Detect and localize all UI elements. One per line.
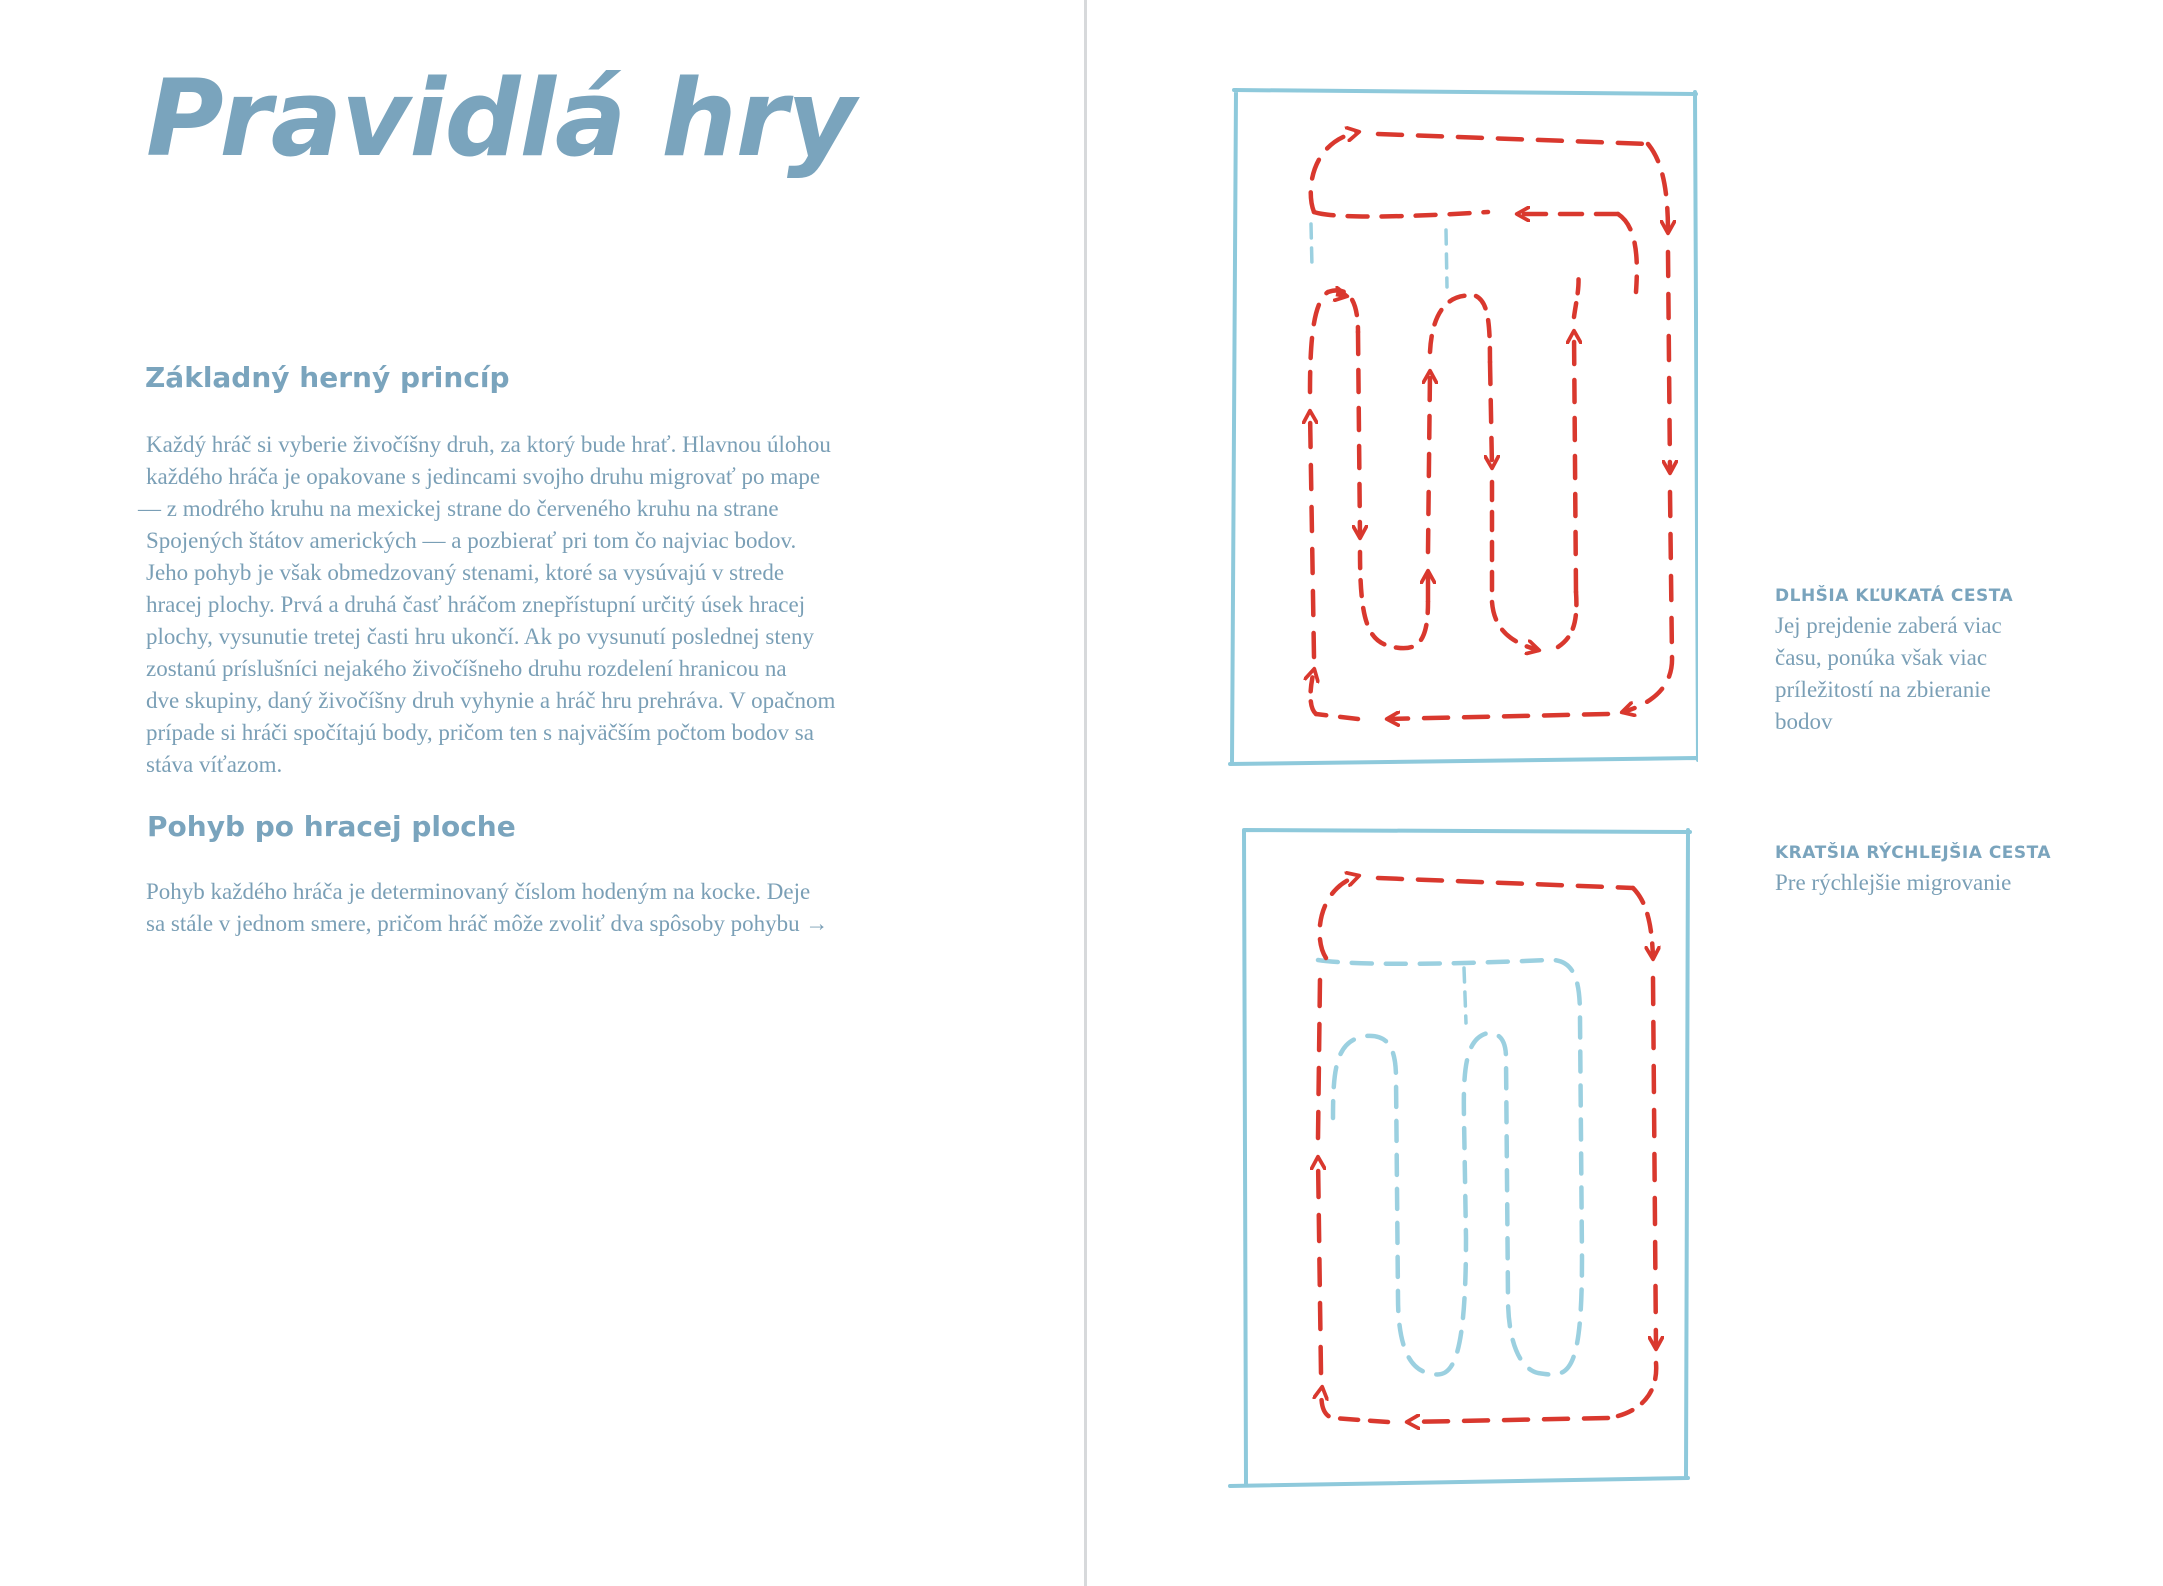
path-segment-red	[1648, 144, 1668, 232]
wall-segment	[1311, 224, 1312, 267]
path-segment-red	[1314, 212, 1488, 217]
path-segment-red	[1476, 296, 1490, 362]
text-line: plochy, vysunutie tretej časti hru ukončí. Ak po vysunutí poslednej steny	[146, 624, 814, 649]
long-path-diagram	[1218, 82, 1698, 772]
caption-long-path	[1775, 586, 2075, 738]
caption-title: DLHŠIA KĽUKATÁ CESTA	[1775, 586, 2014, 606]
path-segment-red	[1618, 1363, 1656, 1416]
path-segment-red	[1310, 412, 1314, 657]
page-title: Pravidlá hry	[146, 57, 856, 180]
section-text-principle	[138, 429, 936, 781]
text-line: zostanú príslušníci nejakého živočíšneho druhu rozdelení hranicou na	[146, 656, 787, 681]
path-segment-red	[1378, 878, 1633, 888]
text-line: hracej plochy. Prvá a druhá časť hráčom znepřístupní určitý úsek hracej	[146, 592, 806, 617]
text-line: Spojených štátov amerických — a pozbierať pri tom čo najviac bodov.	[146, 528, 797, 553]
path-segment-red	[1378, 134, 1648, 144]
path-segment-red	[1310, 292, 1328, 392]
text-line: príležitostí na zbieranie	[1775, 677, 1991, 702]
text-line: sa stále v jednom smere, pričom hráč môže zvoliť dva spôsoby pohybu →	[146, 911, 829, 936]
wall-segment	[1464, 968, 1466, 1023]
caption-short-path	[1775, 843, 2095, 899]
path-segment-red	[1428, 372, 1430, 552]
text-line: Jej prejdenie zaberá viac	[1775, 613, 2002, 638]
path-segment-red	[1318, 1158, 1321, 1373]
path-segment-red	[1318, 978, 1320, 1138]
text-line: každého hráča je opakovane s jedincami svojho druhu migrovať po mape	[146, 464, 821, 489]
text-line: času, ponúka však viac	[1775, 645, 1988, 670]
wall-segment	[1446, 230, 1447, 287]
section-heading-principle: Základný herný princíp	[145, 361, 510, 394]
path-segment-red	[1574, 332, 1576, 592]
path-segment-red	[1358, 332, 1360, 537]
path-segment-red	[1558, 592, 1576, 647]
short-path-diagram	[1208, 818, 1698, 1498]
section-heading-movement: Pohyb po hracej ploche	[147, 810, 516, 843]
path-segment-red	[1311, 132, 1358, 212]
path-segment-red	[1336, 294, 1346, 296]
path-segment-red	[1408, 1418, 1608, 1422]
path-segment-red	[1321, 1388, 1388, 1422]
text-line: — z modrého kruhu na mexickej strane do červeného kruhu na strane	[138, 496, 779, 521]
text-line: Každý hráč si vyberie živočíšny druh, za ktorý bude hrať. Hlavnou úlohou	[146, 432, 831, 457]
path-segment-red	[1490, 362, 1492, 467]
path-segment-red	[1320, 876, 1358, 958]
path-segment-red	[1633, 888, 1653, 958]
text-line: prípade si hráči spočítajú body, pričom ten s najväčším počtom bodov sa	[146, 720, 814, 745]
path-segment-red	[1574, 272, 1579, 317]
board-outline	[1230, 90, 1698, 764]
text-line: bodov	[1775, 709, 1833, 734]
path-segment-blue	[1318, 960, 1582, 1375]
text-line: stáva víťazom.	[146, 752, 283, 777]
path-segment-red	[1668, 252, 1670, 472]
path-segment-red	[1311, 670, 1317, 714]
text-line: Pohyb každého hráča je determinovaný číslom hodeným na kocke. Deje	[146, 879, 811, 904]
path-segment-red	[1653, 978, 1656, 1348]
caption-text	[1775, 610, 2075, 738]
path-segment-red	[1360, 552, 1428, 648]
path-segment-red	[1316, 714, 1358, 719]
caption-text	[1775, 867, 2095, 899]
text-line: Pre rýchlejšie migrovanie	[1775, 870, 2012, 895]
path-segment-red	[1623, 657, 1672, 712]
text-line: dve skupiny, daný živočíšny druh vyhynie a hráč hru prehráva. V opačnom	[146, 688, 836, 713]
path-segment-red	[1670, 492, 1672, 657]
board-outline	[1230, 830, 1690, 1486]
path-segment-red	[1492, 482, 1538, 650]
caption-title: KRATŠIA RÝCHLEJŠIA CESTA	[1775, 843, 2052, 863]
path-segment-red	[1618, 214, 1637, 292]
path-segment-red	[1388, 714, 1608, 719]
text-line: Jeho pohyb je však obmedzovaný stenami, ktoré sa vysúvajú v strede	[146, 560, 785, 585]
path-segment-red	[1430, 295, 1476, 352]
section-text-movement	[146, 876, 926, 940]
